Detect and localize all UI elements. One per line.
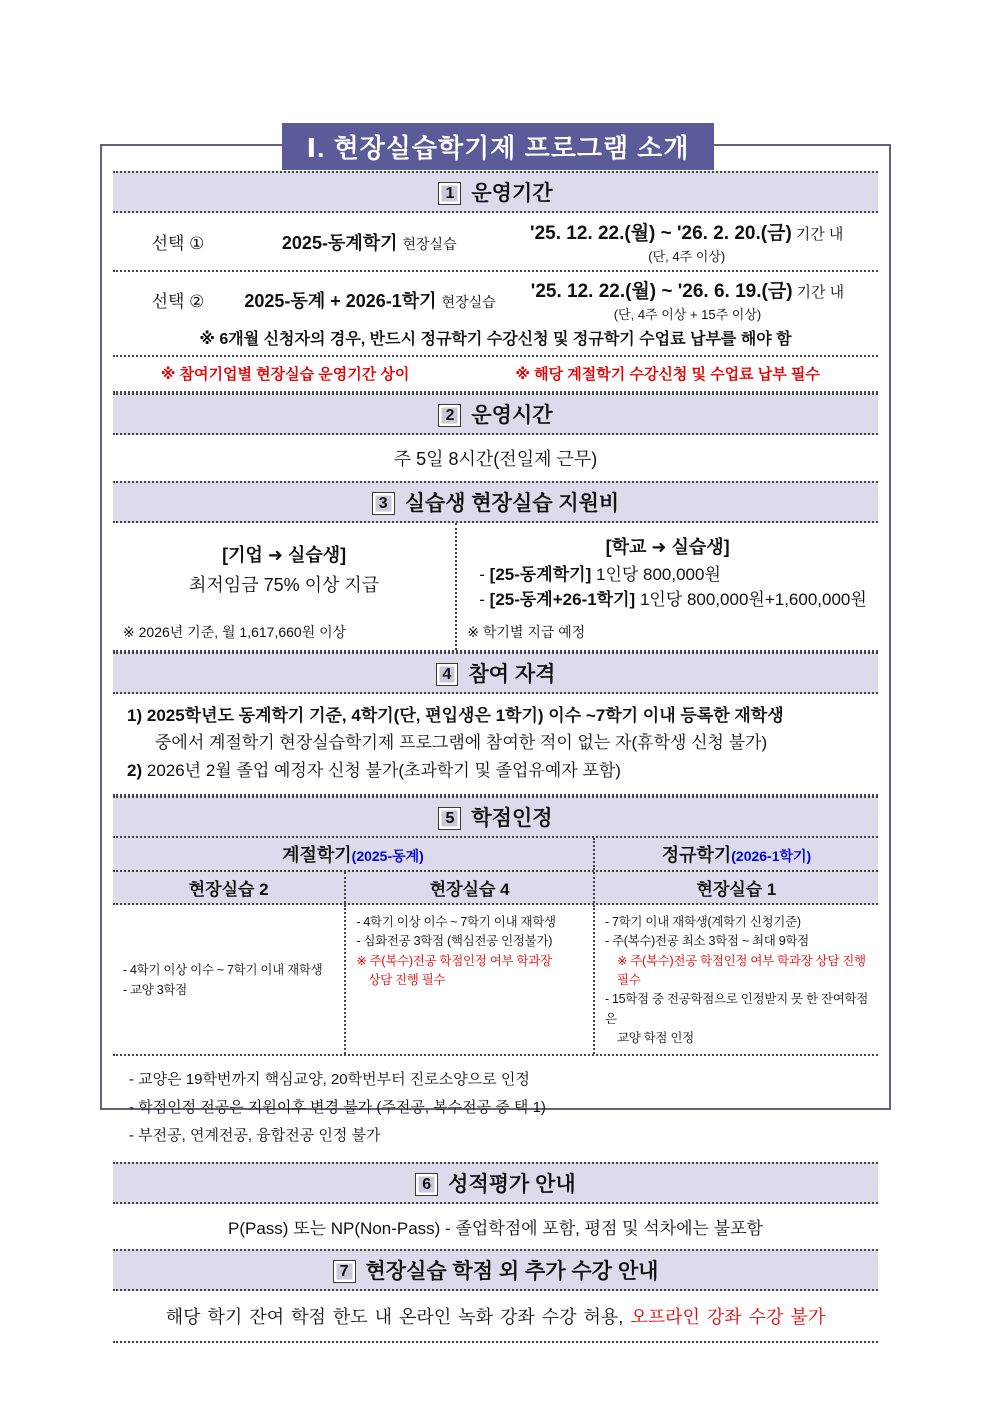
cell-line: 교양 학점 인정 [616, 1031, 694, 1046]
eligibility-item-1-line2: 중에서 계절학기 현장실습학기제 프로그램에 참여한 적이 없는 자(휴학생 신청 불가) [155, 733, 768, 753]
school-support-item [479, 563, 868, 588]
credit-cell-practice2 [113, 905, 346, 1055]
extra-courses-content [113, 1291, 878, 1343]
school-support-header: [학교 ➜ 실습생] [605, 537, 730, 557]
credit-cell-practice1 [595, 905, 878, 1055]
section-header-operation-period [113, 171, 878, 213]
school-support-item-text: 1인당 800,000원+1,600,000원 [639, 589, 867, 609]
cell-line: - 심화전공 3학점 (핵심전공 인정불가) [356, 934, 553, 949]
company-support-cell [113, 523, 457, 650]
company-support-body: 최저임금 75% 이상 지급 [189, 575, 380, 595]
section-header-support-fund [113, 481, 878, 523]
document-content [113, 171, 878, 1343]
cell-line: - 4학기 이상 이수 ~ 7학기 이내 재학생 [356, 914, 556, 929]
section-header-operation-hours [113, 393, 878, 435]
section-title: 학점인정 [471, 806, 553, 830]
option1-label: 선택 ① [151, 234, 205, 253]
school-support-cell [457, 523, 878, 650]
group-label: 계절학기 [282, 844, 352, 865]
table-row-option2 [113, 272, 878, 357]
option1-period-dates: '25. 12. 22.(월) ~ '26. 2. 20.(금) [530, 223, 792, 244]
school-support-item-bold: [25-동계학기] [489, 565, 592, 584]
option1-program [243, 229, 495, 255]
section-title: 실습생 현장실습 지원비 [404, 492, 620, 515]
school-support-note: ※ 학기별 지급 예정 [467, 624, 586, 641]
credit-note: - 교양은 19학번까지 핵심교양, 20학번부터 진로소양으로 인정 [129, 1071, 530, 1089]
eligibility-item-2-line1: 2026년 2월 졸업 예정자 신청 불가(초과학기 및 졸업유예자 포함) [146, 760, 621, 780]
extra-courses-red-text: 오프라인 강좌 수강 불가 [630, 1306, 826, 1327]
section-number-badge: 1 [438, 182, 461, 205]
option2-six-month-note: ※ 6개월 신청자의 경우, 반드시 정규학기 수강신청 및 정규학기 수업료 납부를 해야 함 [199, 331, 792, 348]
group-sub-label: (2025-동계) [351, 847, 424, 864]
section-title: 성적평가 안내 [448, 1172, 576, 1196]
group-sub-label: (2026-1학기) [731, 847, 812, 864]
option2-program [243, 287, 497, 313]
company-support-note: ※ 2026년 기준, 월 1,617,660원 이상 [123, 624, 347, 641]
eligibility-item-2 [127, 757, 864, 784]
grading-content: P(Pass) 또는 NP(Non-Pass) - 졸업학점에 포함, 평점 및 석차에는 불포함 [228, 1218, 763, 1238]
column-header-practice4: 현장실습 4 [346, 872, 595, 903]
column-header-practice1: 현장실습 1 [696, 879, 777, 899]
section-number-badge: 3 [372, 492, 395, 515]
option2-label: 선택 ② [151, 292, 205, 311]
page-title-text: Ⅰ. 현장실습학기제 프로그램 소개 [306, 133, 690, 163]
credit-table-column-row [113, 872, 878, 905]
credit-table-group-row [113, 838, 878, 872]
section-title: 현장실습 학점 외 추가 수강 안내 [365, 1259, 659, 1283]
option2-period [497, 276, 878, 323]
cell-line-red: 상담 진행 필수 [368, 972, 446, 987]
section-number-badge: 7 [333, 1260, 356, 1283]
section-header-eligibility [113, 652, 878, 694]
option1-period-note: (단, 4주 이상) [648, 249, 726, 264]
option1-program-name: 2025-동계학기 [281, 232, 398, 253]
cell-line: - 교양 3학점 [123, 982, 187, 997]
item-number: 1) [127, 706, 143, 726]
cell-line: - 7학기 이내 재학생(계학기 신청기준) [604, 914, 801, 929]
column-header-practice2: 현장실습 2 [113, 872, 346, 903]
cell-line-red: ※ 주(복수)전공 학점인정 여부 학과장 상담 진행 필수 [616, 953, 866, 987]
credit-note: - 부전공, 연계전공, 융합전공 인정 불가 [129, 1126, 381, 1144]
section-header-grading [113, 1162, 878, 1204]
red-note-left: ※ 참여기업별 현장실습 운영기간 상이 [160, 366, 410, 383]
operation-hours-text: 주 5일 8시간(전일제 근무) [393, 449, 598, 469]
bullet: - [479, 565, 485, 584]
eligibility-item-1 [127, 702, 864, 729]
table-row-option1 [113, 213, 878, 272]
credit-cell-practice4 [346, 905, 595, 1055]
option1-period [495, 218, 878, 265]
credit-notes [113, 1056, 878, 1161]
eligibility-content [113, 694, 878, 796]
school-support-item-bold: [25-동계+26-1학기] [489, 589, 636, 609]
option1-period-tail: 기간 내 [795, 226, 844, 243]
cell-line: - 4학기 이상 이수 ~ 7학기 이내 재학생 [123, 963, 323, 978]
section-number-badge: 4 [436, 663, 459, 686]
cell-line-red: ※ 주(복수)전공 학점인정 여부 학과장 [356, 953, 552, 968]
school-support-items [467, 563, 868, 612]
option2-program-suffix: 현장실습 [441, 293, 496, 310]
section-number-badge: 6 [415, 1173, 438, 1196]
section-title: 운영기간 [471, 182, 553, 205]
group-regular-semester [595, 838, 878, 870]
red-note-right: ※ 해당 계절학기 수강신청 및 수업료 납부 필수 [515, 366, 820, 383]
group-seasonal-semester [113, 838, 595, 870]
school-support-item-text: 1인당 800,000원 [595, 565, 721, 584]
support-fund-table [113, 523, 878, 652]
section-title: 운영시간 [471, 404, 553, 427]
group-label: 정규학기 [661, 844, 732, 865]
section-number-badge: 2 [438, 404, 461, 427]
extra-courses-text: 해당 학기 잔여 학점 한도 내 온라인 녹화 강좌 수강 허용, [165, 1306, 624, 1327]
school-support-item [479, 588, 868, 613]
table-row-red-notes [113, 357, 878, 393]
credit-table-body [113, 905, 878, 1057]
section-header-extra-courses [113, 1249, 878, 1291]
section-number-badge: 5 [438, 807, 461, 830]
option2-period-tail: 기간 내 [796, 284, 845, 301]
option2-program-name: 2025-동계 + 2026-1학기 [244, 290, 437, 311]
option2-period-note: (단, 4주 이상 + 15주 이상) [613, 307, 762, 322]
page-title [282, 123, 714, 170]
eligibility-item-1-line1: 2025학년도 동계학기 기준, 4학기(단, 편입생은 1학기) 이수 ~7학기 이내 등록한 재학생 [146, 706, 784, 726]
bullet: - [479, 589, 485, 609]
cell-line: - 15학점 중 전공학점으로 인정받지 못 한 잔여학점은 [604, 992, 869, 1026]
option1-program-suffix: 현장실습 [402, 235, 457, 252]
document-frame [100, 144, 891, 1327]
item-number: 2) [127, 760, 143, 780]
credit-note: - 학점인정 전공은 지원이후 변경 불가 (주전공, 복수전공 중 택 1) [129, 1099, 546, 1117]
option2-period-dates: '25. 12. 22.(월) ~ '26. 6. 19.(금) [530, 281, 793, 302]
company-support-header: [기업 ➜ 실습생] [222, 545, 347, 565]
section-header-credit-recognition [113, 796, 878, 838]
cell-line: - 주(복수)전공 최소 3학점 ~ 최대 9학점 [604, 934, 809, 949]
section-title: 참여 자격 [468, 663, 556, 687]
